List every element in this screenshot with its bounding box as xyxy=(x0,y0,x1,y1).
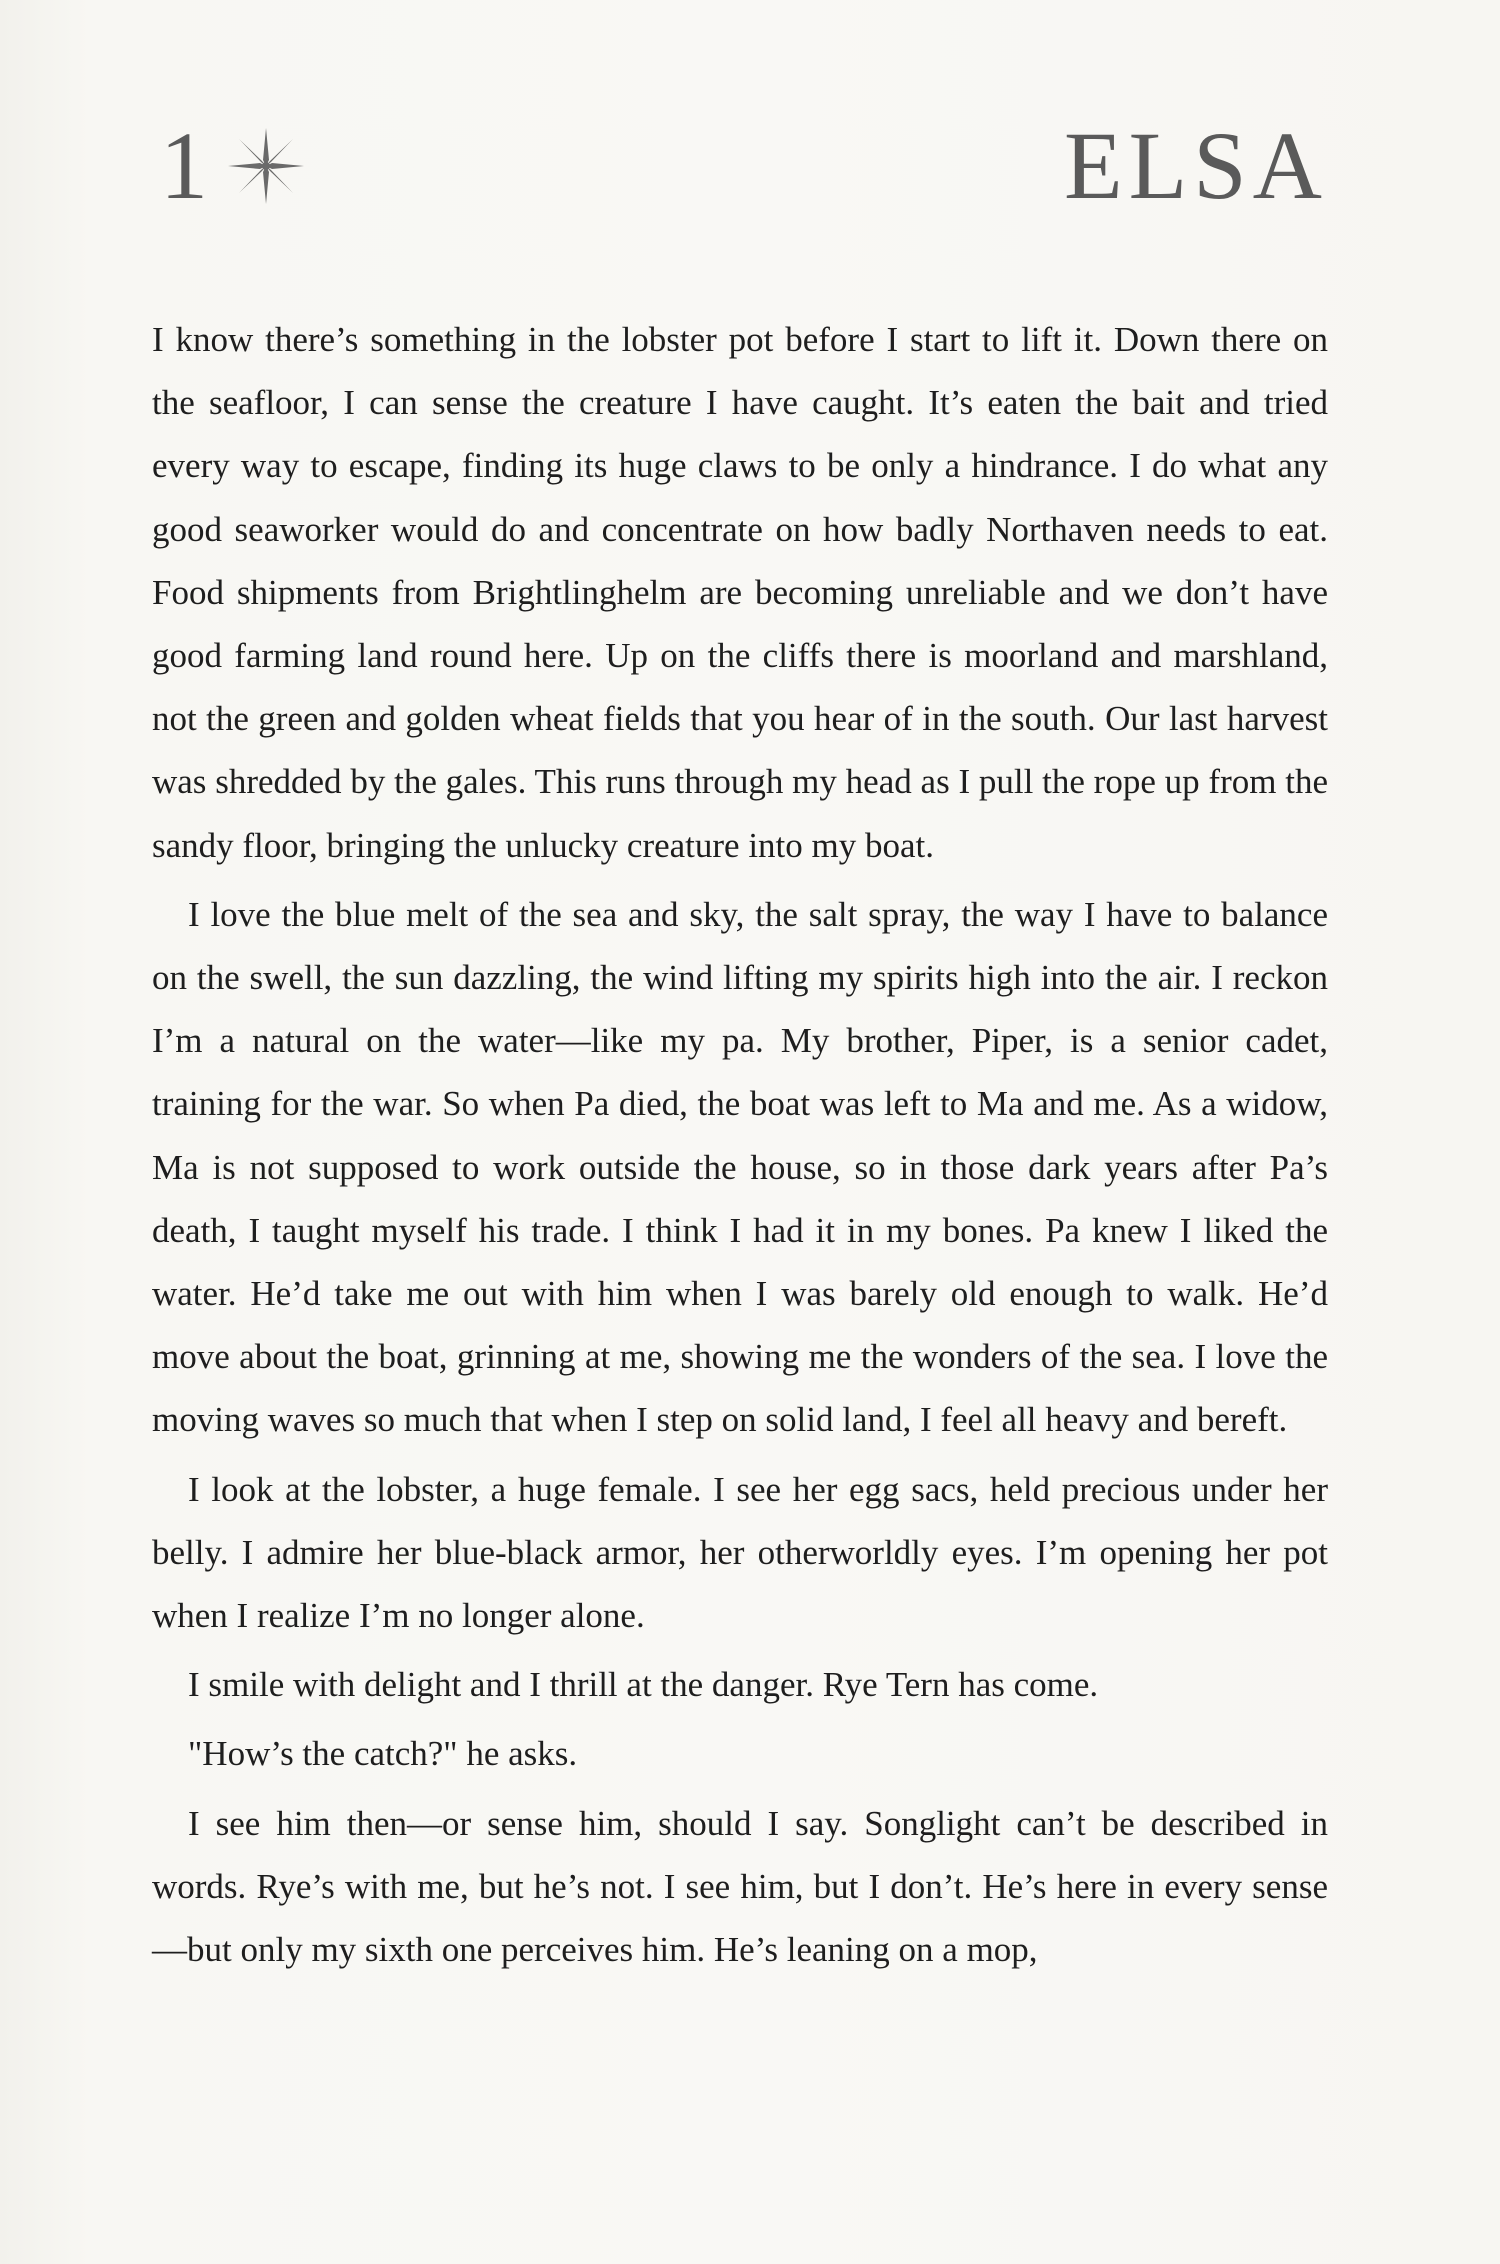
chapter-header xyxy=(160,112,1328,219)
body-text xyxy=(152,308,1328,1987)
paragraph-3: I look at the lobster, a huge female. I see her egg sacs, held precious under her belly. I admire her blue-black armor, her otherworldly eyes. I’m opening her pot when I realize I’m no longer alone. xyxy=(152,1469,1328,1636)
chapter-title: ELSA xyxy=(1064,112,1328,219)
star-icon xyxy=(226,126,306,206)
paragraph-2: I love the blue melt of the sea and sky, the salt spray, the way I have to balance on the swell, the sun dazzling, the wind lifting my spirits high into the air. I reckon I’m a natural on the water—like my pa. My brother, Piper, is a senior cadet, training for the war. So when Pa died, the boat was left to Ma and me. As a widow, Ma is not supposed to work outside the house, so in those dark years after Pa’s death, I taught myself his trade. I think I had it in my bones. Pa knew I liked the water. He’d take me out with him when I was barely old enough to walk. He’d move about the boat, grinning at me, showing me the wonders of the sea. I love the moving waves so much that when I step on solid land, I feel all heavy and bereft. xyxy=(152,894,1328,1440)
paragraph-5: "How’s the catch?" he asks. xyxy=(188,1734,578,1774)
paragraph-1: I know there’s something in the lobster pot before I start to lift it. Down there on the seafloor, I can sense the creature I have caught. It’s eaten the bait and tried every way to escape, finding its huge claws to be only a hindrance. I do what any good seaworker would do and concentrate on how badly Northaven needs to eat. Food shipments from Brightlinghelm are becoming unreliable and we don’t have good farming land round here. Up on the cliffs there is moorland and marshland, not the green and golden wheat fields that you hear of in the south. Our last harvest was shredded by the gales. This runs through my head as I pull the rope up from the sandy floor, bringing the unlucky creature into my boat. xyxy=(152,320,1328,865)
paragraph-4: I smile with delight and I thrill at the danger. Rye Tern has come. xyxy=(188,1665,1099,1705)
chapter-number: 1 xyxy=(160,112,208,219)
paragraph-6: I see him then—or sense him, should I say. Songlight can’t be described in words. Rye’s with me, but he’s not. I see him, but I don’t. He’s here in every sense—but only my sixth one perceives him. He’s leaning on a mop, xyxy=(152,1803,1328,1970)
